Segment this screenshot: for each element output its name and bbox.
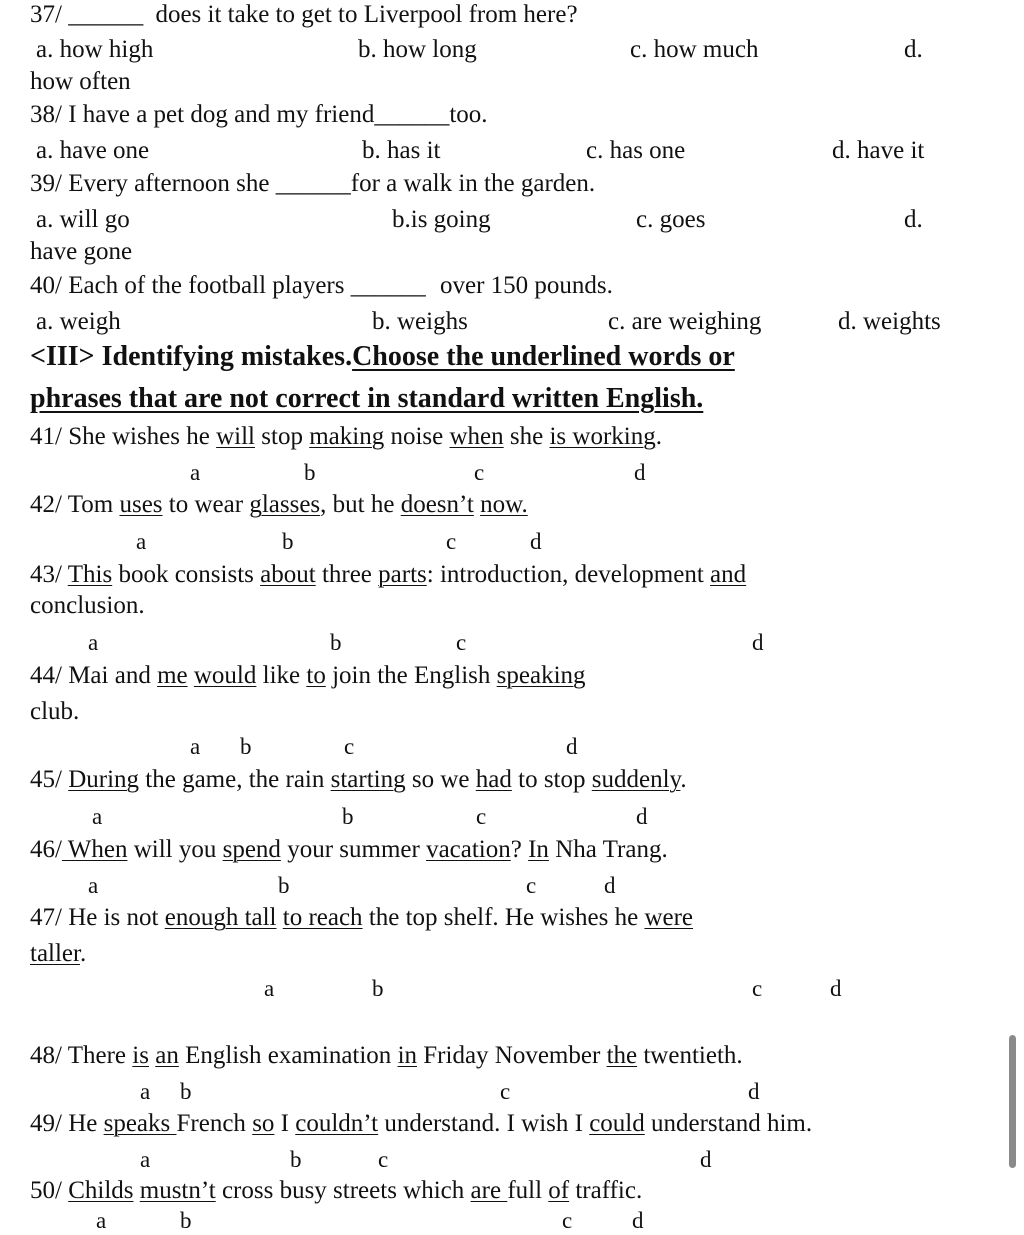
q47-label-c: c (752, 976, 763, 1001)
scrollbar[interactable] (1009, 1035, 1016, 1168)
q44-label-b: b (240, 734, 252, 759)
q45-label-b: b (342, 804, 354, 829)
q37-option-b: b. how long (358, 36, 477, 63)
q37-option-d: d. (904, 36, 923, 63)
q40-option-b: b. weighs (372, 308, 468, 335)
q38-stem: 38/ I have a pet dog and my friend______too. (30, 101, 488, 128)
q43-sentence-wrap: conclusion. (30, 592, 145, 619)
q48-label-b: b (180, 1079, 192, 1104)
q48-label-c: c (500, 1079, 511, 1104)
q43-label-a: a (88, 630, 99, 655)
q50-label-b: b (180, 1208, 192, 1233)
q46-label-b: b (278, 873, 290, 898)
section-heading-line1: <III> Identifying mistakes.Choose the underlined words or (30, 341, 735, 372)
q42-label-d: d (530, 529, 542, 554)
q39-option-d-wrap: have gone (30, 238, 133, 265)
q49-sentence: 49/ He speaks French so I couldn’t understand. I wish I could understand him. (30, 1110, 813, 1137)
q48-sentence: 48/ There is an English examination in Friday November the twentieth. (30, 1042, 743, 1069)
q48-label-d: d (748, 1079, 760, 1104)
q47-sentence: 47/ He is not enough tall to reach the top shelf. He wishes he were (30, 904, 694, 931)
q45-label-d: d (636, 804, 648, 829)
q47-label-a: a (264, 976, 275, 1001)
q48-label-a: a (140, 1079, 151, 1104)
q41-label-d: d (634, 460, 646, 485)
q38-option-c: c. has one (586, 137, 686, 164)
q39-option-b: b.is going (392, 206, 491, 233)
q44-sentence-wrap: club. (30, 698, 80, 725)
q41-label-a: a (190, 460, 201, 485)
q45-label-a: a (92, 804, 103, 829)
q49-label-d: d (700, 1147, 712, 1172)
q46-sentence: 46/ When will you spend your summer vacation? In Nha Trang. (30, 836, 668, 863)
q38-option-d: d. have it (832, 137, 925, 164)
q42-label-b: b (282, 529, 294, 554)
q50-label-d: d (632, 1208, 644, 1233)
q46-label-a: a (88, 873, 99, 898)
q42-label-c: c (446, 529, 457, 554)
q39-option-c: c. goes (636, 206, 706, 233)
q43-label-c: c (456, 630, 467, 655)
q41-label-b: b (304, 460, 316, 485)
q45-label-c: c (476, 804, 487, 829)
q37-option-a: a. how high (36, 36, 154, 63)
q47-sentence-wrap: taller. (30, 940, 87, 967)
q40-option-c: c. are weighing (608, 308, 762, 335)
q38-option-a: a. have one (36, 137, 150, 164)
q37-option-d-wrap: how often (30, 68, 131, 95)
q40-option-d: d. weights (838, 308, 941, 335)
q44-label-c: c (344, 734, 355, 759)
q49-label-b: b (290, 1147, 302, 1172)
q37-option-c: c. how much (630, 36, 759, 63)
q50-label-c: c (562, 1208, 573, 1233)
q40-option-a: a. weigh (36, 308, 121, 335)
q44-label-d: d (566, 734, 578, 759)
q47-label-d: d (830, 976, 842, 1001)
q43-label-d: d (752, 630, 764, 655)
q50-label-a: a (96, 1208, 107, 1233)
q43-label-b: b (330, 630, 342, 655)
q42-sentence: 42/ Tom uses to wear glasses, but he doesn’t now. (30, 491, 528, 518)
q41-label-c: c (474, 460, 485, 485)
q45-sentence: 45/ During the game, the rain starting so we had to stop suddenly. (30, 766, 687, 793)
q39-option-a: a. will go (36, 206, 130, 233)
q50-sentence: 50/ Childs mustn’t cross busy streets which are full of traffic. (30, 1177, 643, 1204)
q44-sentence: 44/ Mai and me would like to join the English speaking (30, 662, 586, 689)
q39-option-d: d. (904, 206, 923, 233)
q40-stem: 40/ Each of the football players ______ over 150 pounds. (30, 272, 613, 299)
q37-stem: 37/ ______ does it take to get to Liverpool from here? (30, 1, 578, 28)
q39-stem: 39/ Every afternoon she ______for a walk in the garden. (30, 170, 596, 197)
q41-sentence: 41/ She wishes he will stop making noise when she is working. (30, 423, 662, 450)
q43-sentence: 43/ This book consists about three parts: introduction, development and (30, 561, 747, 588)
q44-label-a: a (190, 734, 201, 759)
section-heading-line2: phrases that are not correct in standard written English. (30, 383, 704, 414)
q49-label-c: c (378, 1147, 389, 1172)
q42-label-a: a (136, 529, 147, 554)
q46-label-d: d (604, 873, 616, 898)
q47-label-b: b (372, 976, 384, 1001)
q38-option-b: b. has it (362, 137, 441, 164)
q49-label-a: a (140, 1147, 151, 1172)
q46-label-c: c (526, 873, 537, 898)
